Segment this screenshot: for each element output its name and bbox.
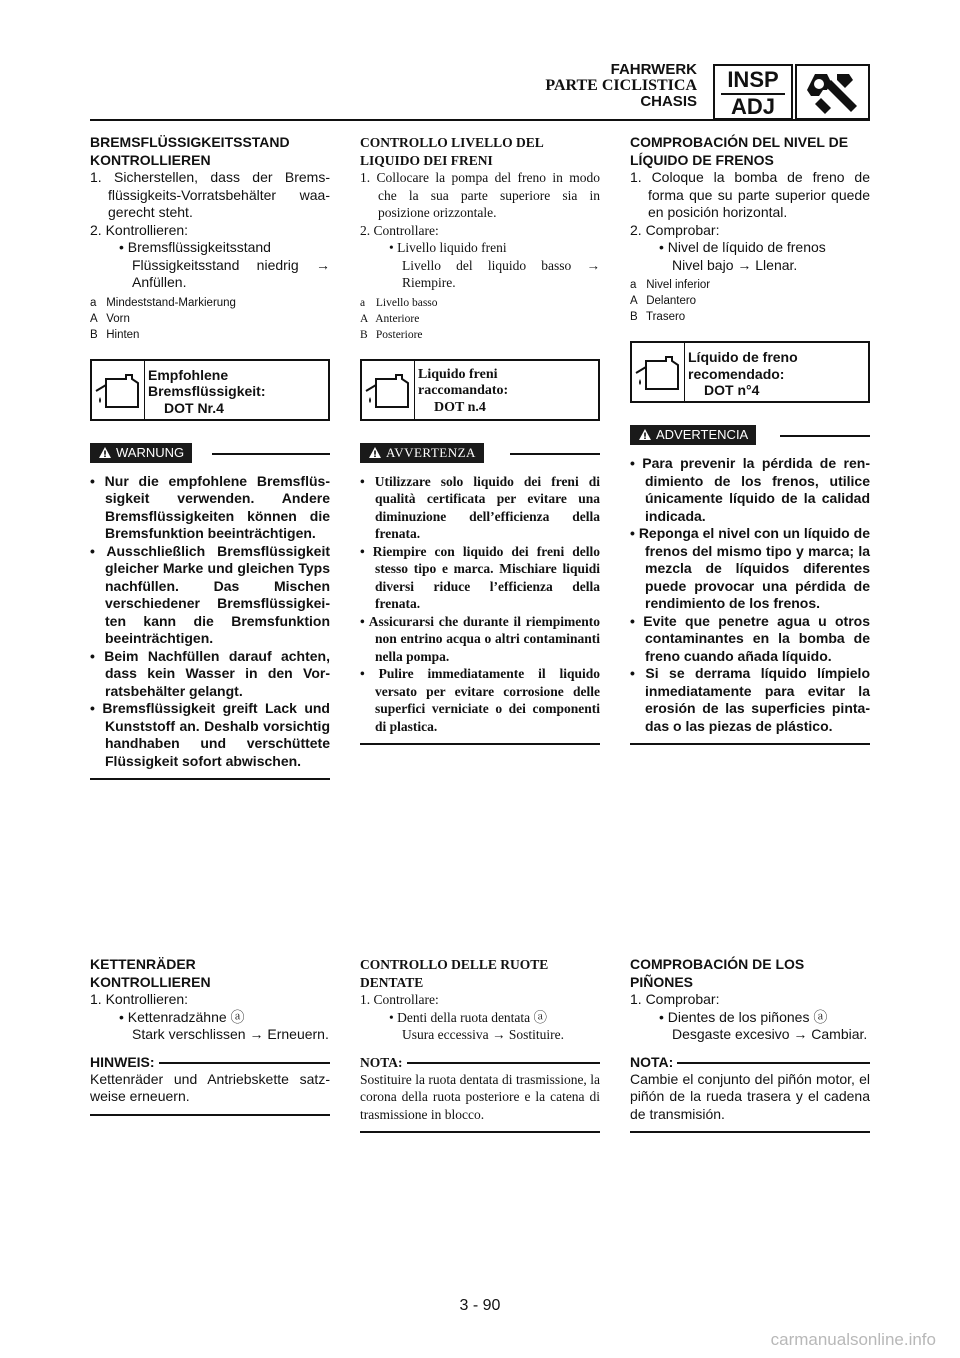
step-text: 1. Controllare:: [360, 992, 439, 1007]
column-it-sprocket: [360, 956, 600, 1133]
bullet-text: • Kettenradzähne ⓐ: [119, 1008, 245, 1025]
warning-badge: [630, 425, 756, 445]
sub-text: Stark verschlissen → Erneuern.: [132, 1026, 329, 1042]
warning-header: [630, 425, 870, 447]
warning-list: [90, 473, 330, 771]
note-text: Kettenräder und Antriebskette satzweise erneuern.: [90, 1070, 330, 1104]
step-text: 1. Collocare la pompa del freno in modo che la sua parte superiore sia in posizione orizzontale.: [360, 170, 600, 220]
header-chasis: CHASIS: [640, 93, 697, 110]
note-header: [90, 1054, 330, 1070]
warning-item: • Si se derrama líquido límpielo inmediatamente para evitar la erosión de las superficies pintadas o las piezas de plástico.: [630, 665, 870, 734]
section-header: [545, 62, 697, 110]
rec-line: Empfohlene: [148, 366, 229, 383]
section-title: COMPROBACIÓN DE LOS: [630, 956, 805, 972]
section-title: KETTENRÄDER: [90, 956, 196, 972]
note-text: Cambie el conjunto del piñón motor, el piñón de la rueda trasera y el cadena de transmisión.: [630, 1070, 870, 1122]
legend-value: Livello basso: [375, 296, 438, 309]
legend-value: Vorn: [106, 312, 130, 325]
legend-key: B: [90, 328, 98, 341]
section-title: COMPROBACIÓN DEL NIVEL DE: [630, 134, 849, 150]
section-title: KONTROLLIEREN: [90, 973, 211, 990]
page-number: 3 - 90: [459, 1297, 501, 1314]
warning-item: • Riempire con liquido dei freni dello stesso tipo e marca. Mischiare liquidi diversi riduce l’efficienza della frenata.: [360, 543, 600, 611]
note-header: [630, 1054, 870, 1070]
column-es-sprocket: [630, 956, 870, 1133]
bullet-text: • Livello liquido freni: [389, 240, 507, 255]
wrench-tool-icon: [795, 64, 870, 120]
section-title: LÍQUIDO DE FRENOS: [630, 151, 774, 168]
step-text: 2. Controllare:: [360, 222, 439, 238]
legend: [360, 295, 600, 343]
note-label: NOTA:: [630, 1054, 677, 1070]
legend-key: B: [360, 328, 368, 341]
warning-label: ADVERTENCIA: [656, 427, 749, 442]
oil-can-icon: [632, 343, 685, 401]
section-end-rule: [90, 1114, 330, 1116]
warning-header: [360, 443, 600, 465]
rec-line: Líquido de freno: [688, 349, 798, 365]
section-end-rule: [360, 743, 600, 745]
legend-value: Nivel inferior: [646, 279, 711, 291]
warning-item: • Evite que penetre agua u otros contaminantes en la bomba de freno cuando añada líquido.: [630, 612, 870, 664]
warning-item: • Pulire immediatamente il liquido versato per evitare corrosione delle superfici verniciate o dei componenti di plastica.: [360, 666, 600, 734]
legend: [630, 277, 870, 325]
section-title: DENTATE: [360, 974, 424, 990]
rec-line: Bremsflüssigkeit:: [148, 383, 266, 399]
sub-text: Nivel bajo → Llenar.: [672, 256, 798, 273]
oil-can-icon: [362, 361, 415, 419]
warning-item: • Para prevenir la pérdida de rendimiento de los frenos, utilice únicamente líquido de la calidad indicada.: [630, 455, 870, 524]
note-label: NOTA:: [360, 1055, 407, 1070]
step-text: 1. Sicherstellen, dass der Bremsflüssigkeits-Vorratsbehälter waagerecht steht.: [90, 169, 330, 220]
warning-triangle-icon: [368, 446, 382, 459]
legend: [90, 295, 330, 343]
legend-value: Posteriore: [375, 328, 423, 341]
legend-key: A: [90, 312, 98, 325]
section-title: CONTROLLO LIVELLO DEL: [360, 135, 544, 150]
section-end-rule: [630, 743, 870, 745]
warning-item: • Reponga el nivel con un líquido de frenos del mismo tipo y marca; la mezcla de líquidos diferentes puede provocar una pérdida de rendimiento de los frenos.: [630, 525, 870, 611]
legend-value: Trasero: [646, 311, 686, 323]
warning-list: [360, 473, 600, 736]
bullet-text: • Bremsflüssigkeitsstand: [119, 239, 271, 255]
column-de-sprocket: [90, 956, 330, 1116]
note-text: Sostituire la ruota dentata di trasmissione, la corona della ruota posteriore e la catena di trasmissione in blocco.: [360, 1071, 600, 1122]
warning-item: • Bremsflüssigkeit greift Lack und Kunststoff an. Deshalb vorsichtig handhaben und verschüttete Flüssigkeit sofort abwischen.: [90, 700, 330, 769]
legend-key: A: [630, 295, 638, 307]
step-text: 2. Comprobar:: [630, 221, 720, 238]
section-title: KONTROLLIEREN: [90, 151, 211, 168]
legend-value: Hinten: [106, 328, 140, 341]
note-header: [360, 1054, 600, 1070]
legend-key: a: [630, 279, 637, 291]
note-label: HINWEIS:: [90, 1054, 159, 1070]
legend-value: Anteriore: [375, 312, 420, 325]
bullet-text: • Nivel de líquido de frenos: [659, 239, 826, 255]
step-text: 2. Kontrollieren:: [90, 221, 189, 238]
warning-item: • Nur die empfohlene Bremsflüssigkeit verwenden. Andere Bremsflüssigkeiten können die Bremsfunktion beeinträchtigen.: [90, 472, 330, 541]
insp-adj-box: [713, 64, 793, 120]
recommended-fluid-box: [90, 359, 330, 421]
legend-key: a: [360, 296, 366, 309]
rec-line: recomendado:: [688, 365, 785, 382]
warning-badge: [360, 443, 484, 463]
warning-badge: [90, 443, 192, 463]
legend-key: B: [630, 311, 638, 323]
legend-value: Mindeststand-Markierung: [106, 296, 236, 309]
sub-text: Usura eccessiva → Sostituire.: [402, 1027, 564, 1042]
watermark: carmanualsonline.info: [770, 1330, 936, 1349]
sub-text: Desgaste excesivo → Cambiar.: [672, 1026, 868, 1042]
rec-value: DOT n.4: [434, 399, 486, 415]
section-end-rule: [360, 1131, 600, 1133]
warning-label: WARNUNG: [116, 444, 185, 460]
rec-line: raccomandato:: [418, 383, 509, 398]
header-rule: [90, 119, 870, 121]
step-text: 1. Kontrollieren:: [90, 991, 189, 1007]
warning-header: [90, 443, 330, 465]
rec-value: DOT Nr.4: [164, 399, 224, 416]
warning-triangle-icon: [98, 446, 112, 459]
rec-value: DOT n°4: [704, 382, 760, 398]
oil-can-icon: [92, 361, 145, 419]
legend-key: A: [360, 312, 369, 325]
legend-value: Delantero: [646, 295, 697, 307]
sub-text: Flüssigkeitsstand niedrig → Anfüllen.: [132, 256, 330, 290]
step-text: 1. Coloque la bomba de freno de forma que su parte superior quede en posición horizontal.: [630, 169, 870, 220]
section-end-rule: [630, 1131, 870, 1133]
warning-item: • Ausschließlich Bremsflüssigkeit gleicher Marke und gleichen Typs nachfüllen. Das Mischen verschiedener Bremsflüssigkeiten kann die Bremsfunktion beeinträchtigen.: [90, 542, 330, 646]
header-parte-ciclistica: PARTE CICLISTICA: [545, 77, 697, 94]
adj-label: ADJ: [730, 94, 775, 119]
warning-item: • Utilizzare solo liquido dei freni di qualità certificata per evitare una diminuzione dell’efficienza della frenata.: [360, 473, 600, 541]
warning-item: • Assicurarsi che durante il riempimento non entrino acqua o altri contaminanti nella pompa.: [360, 613, 600, 664]
recommended-fluid-box: [360, 359, 600, 421]
section-title: CONTROLLO DELLE RUOTE: [360, 957, 549, 972]
warning-triangle-icon: [638, 428, 652, 441]
recommended-fluid-box: [630, 341, 870, 403]
warning-item: • Beim Nachfüllen darauf achten, dass kein Wasser in den Vorratsbehälter gelangt.: [90, 647, 330, 699]
warning-list: [630, 455, 870, 735]
column-es-brake: [630, 134, 870, 745]
section-title: PIÑONES: [630, 973, 694, 990]
rec-line: Liquido freni: [418, 366, 498, 382]
bullet-text: • Denti della ruota dentata ⓐ: [389, 1009, 548, 1025]
column-it-brake: [360, 134, 600, 745]
legend-key: a: [90, 296, 97, 309]
insp-label: INSP: [727, 67, 779, 92]
bullet-text: • Dientes de los piñones ⓐ: [659, 1008, 828, 1025]
warning-label: AVVERTENZA: [386, 444, 476, 460]
step-text: 1. Comprobar:: [630, 991, 720, 1007]
header-fahrwerk: FAHRWERK: [610, 61, 697, 78]
section-end-rule: [90, 778, 330, 780]
section-title: LIQUIDO DEI FRENI: [360, 152, 493, 168]
sub-text: Livello del liquido basso → Riempire.: [402, 257, 600, 290]
column-de-brake: [90, 134, 330, 780]
section-title: BREMSFLÜSSIGKEITSSTAND: [90, 134, 290, 150]
